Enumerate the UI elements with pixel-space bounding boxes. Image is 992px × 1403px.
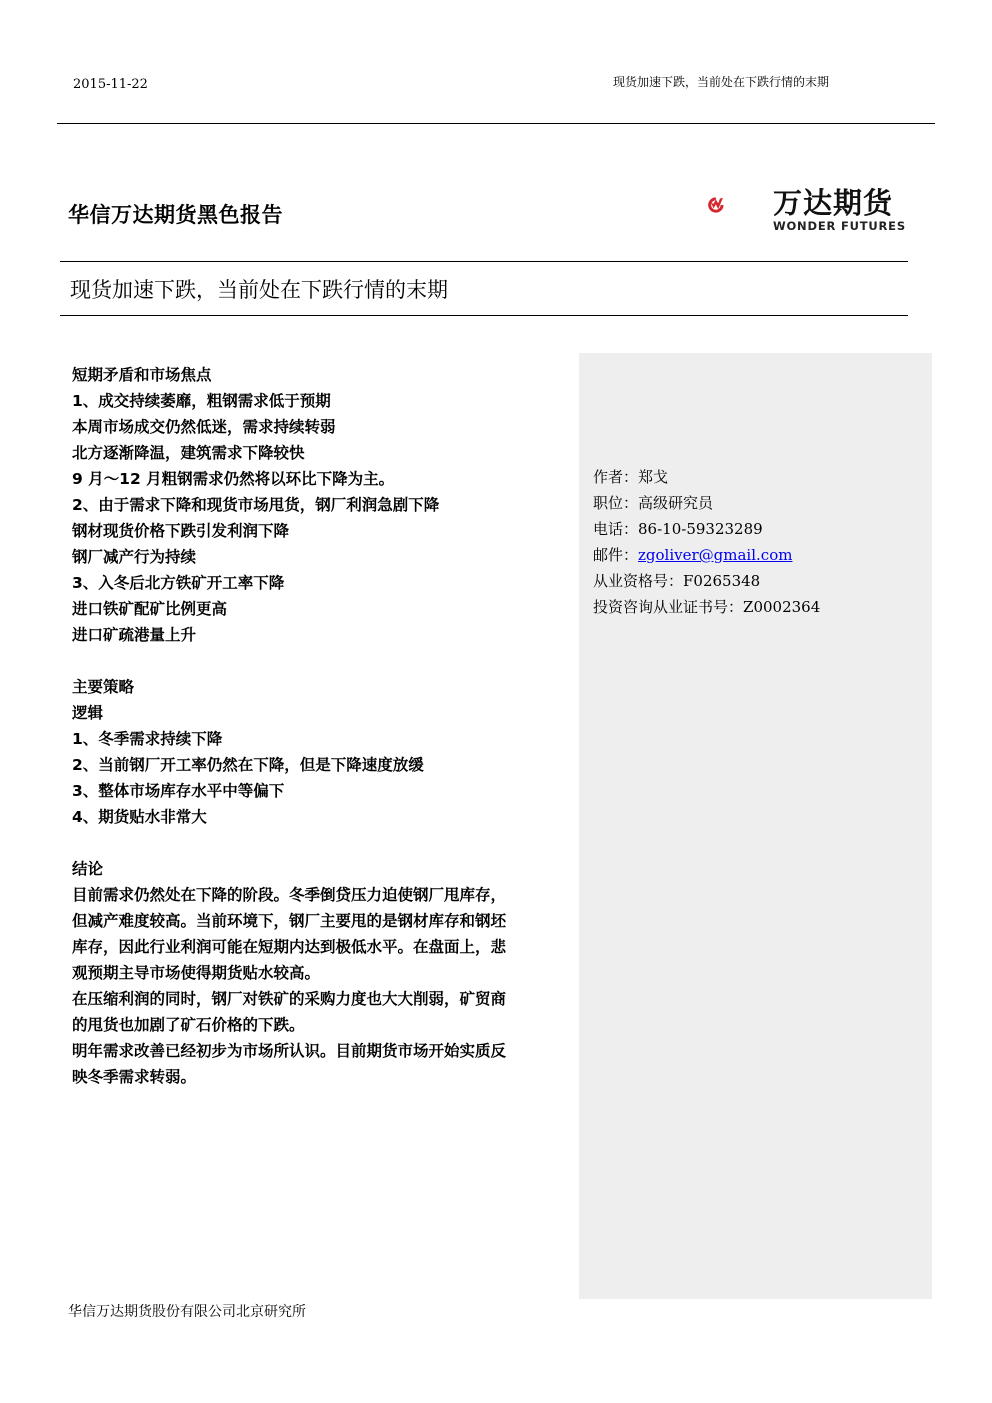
conclusion-line: 在压缩利润的同时，钢厂对铁矿的采购力度也大大削弱，矿贸商 (72, 990, 507, 1008)
focus-line: 9 月～12 月粗钢需求仍然将以环比下降为主。 (72, 470, 395, 488)
title-divider-bottom (60, 315, 908, 316)
author-license: F0265348 (683, 572, 761, 590)
author-title-row (593, 491, 820, 517)
report-title: 华信万达期货黑色报告 (68, 203, 283, 227)
author-license-row (593, 569, 820, 595)
focus-line: 钢厂减产行为持续 (72, 548, 197, 566)
strategy-line: 4、期货贴水非常大 (72, 808, 207, 826)
conclusion-line: 库存，因此行业利润可能在短期内达到极低水平。在盘面上，悲 (72, 938, 507, 956)
header-date: 2015-11-22 (73, 77, 148, 92)
conclusion-line: 的甩货也加剧了矿石价格的下跌。 (72, 1016, 305, 1034)
author-name-row (593, 465, 820, 491)
conclusion-line: 目前需求仍然处在下降的阶段。冬季倒贷压力迫使钢厂甩库存， (72, 886, 507, 904)
focus-line: 1、成交持续萎靡，粗钢需求低于预期 (72, 392, 331, 410)
wonder-futures-logo-icon (707, 175, 769, 235)
strategy-line: 3、整体市场库存水平中等偏下 (72, 782, 285, 800)
focus-heading: 短期矛盾和市场焦点 (72, 366, 212, 384)
author-title-label: 职位： (593, 494, 639, 512)
strategy-line: 2、当前钢厂开工率仍然在下降，但是下降速度放缓 (72, 756, 424, 774)
conclusion-line: 观预期主导市场使得期货贴水较高。 (72, 964, 321, 982)
header-title: 现货加速下跌，当前处在下跌行情的末期 (613, 75, 830, 89)
main-content (72, 363, 572, 1091)
author-phone: 86-10-59323289 (638, 520, 763, 538)
conclusion-line: 映冬季需求转弱。 (72, 1068, 197, 1086)
header-divider (57, 123, 935, 124)
strategy-subheading: 逻辑 (72, 704, 104, 722)
conclusion-line: 明年需求改善已经初步为市场所认识。目前期货市场开始实质反 (72, 1042, 507, 1060)
footer-company: 华信万达期货股份有限公司北京研究所 (68, 1304, 306, 1320)
focus-line: 进口矿疏港量上升 (72, 626, 197, 644)
author-title: 高级研究员 (638, 494, 714, 512)
logo-text-cn: 万达期货 (773, 186, 894, 220)
author-phone-row (593, 517, 820, 543)
report-subtitle: 现货加速下跌，当前处在下跌行情的末期 (70, 278, 448, 302)
title-divider-top (60, 261, 908, 262)
strategy-line: 1、冬季需求持续下降 (72, 730, 223, 748)
author-email-row (593, 543, 820, 569)
focus-line: 钢材现货价格下跌引发利润下降 (72, 522, 290, 540)
author-consult: Z0002364 (743, 598, 821, 616)
focus-line: 3、入冬后北方铁矿开工率下降 (72, 574, 285, 592)
author-info (593, 465, 820, 621)
author-email-label: 邮件： (593, 546, 639, 564)
strategy-heading: 主要策略 (72, 678, 135, 696)
author-license-label: 从业资格号： (593, 572, 684, 590)
author-name: 郑戈 (638, 468, 669, 486)
focus-line: 2、由于需求下降和现货市场甩货，钢厂利润急剧下降 (72, 496, 440, 514)
conclusion-line: 但减产难度较高。当前环境下，钢厂主要甩的是钢材库存和钢坯 (72, 912, 507, 930)
conclusion-heading: 结论 (72, 860, 104, 878)
author-phone-label: 电话： (593, 520, 639, 538)
focus-line: 本周市场成交仍然低迷，需求持续转弱 (72, 418, 336, 436)
focus-line: 北方逐渐降温，建筑需求下降较快 (72, 444, 305, 462)
author-name-label: 作者： (593, 468, 639, 486)
author-consult-label: 投资咨询从业证书号： (593, 598, 744, 616)
author-consult-row (593, 595, 820, 621)
author-email-link[interactable]: zgoliver@gmail.com (638, 546, 793, 564)
focus-line: 进口铁矿配矿比例更高 (72, 600, 228, 618)
logo-text-en: WONDER FUTURES (773, 219, 906, 233)
